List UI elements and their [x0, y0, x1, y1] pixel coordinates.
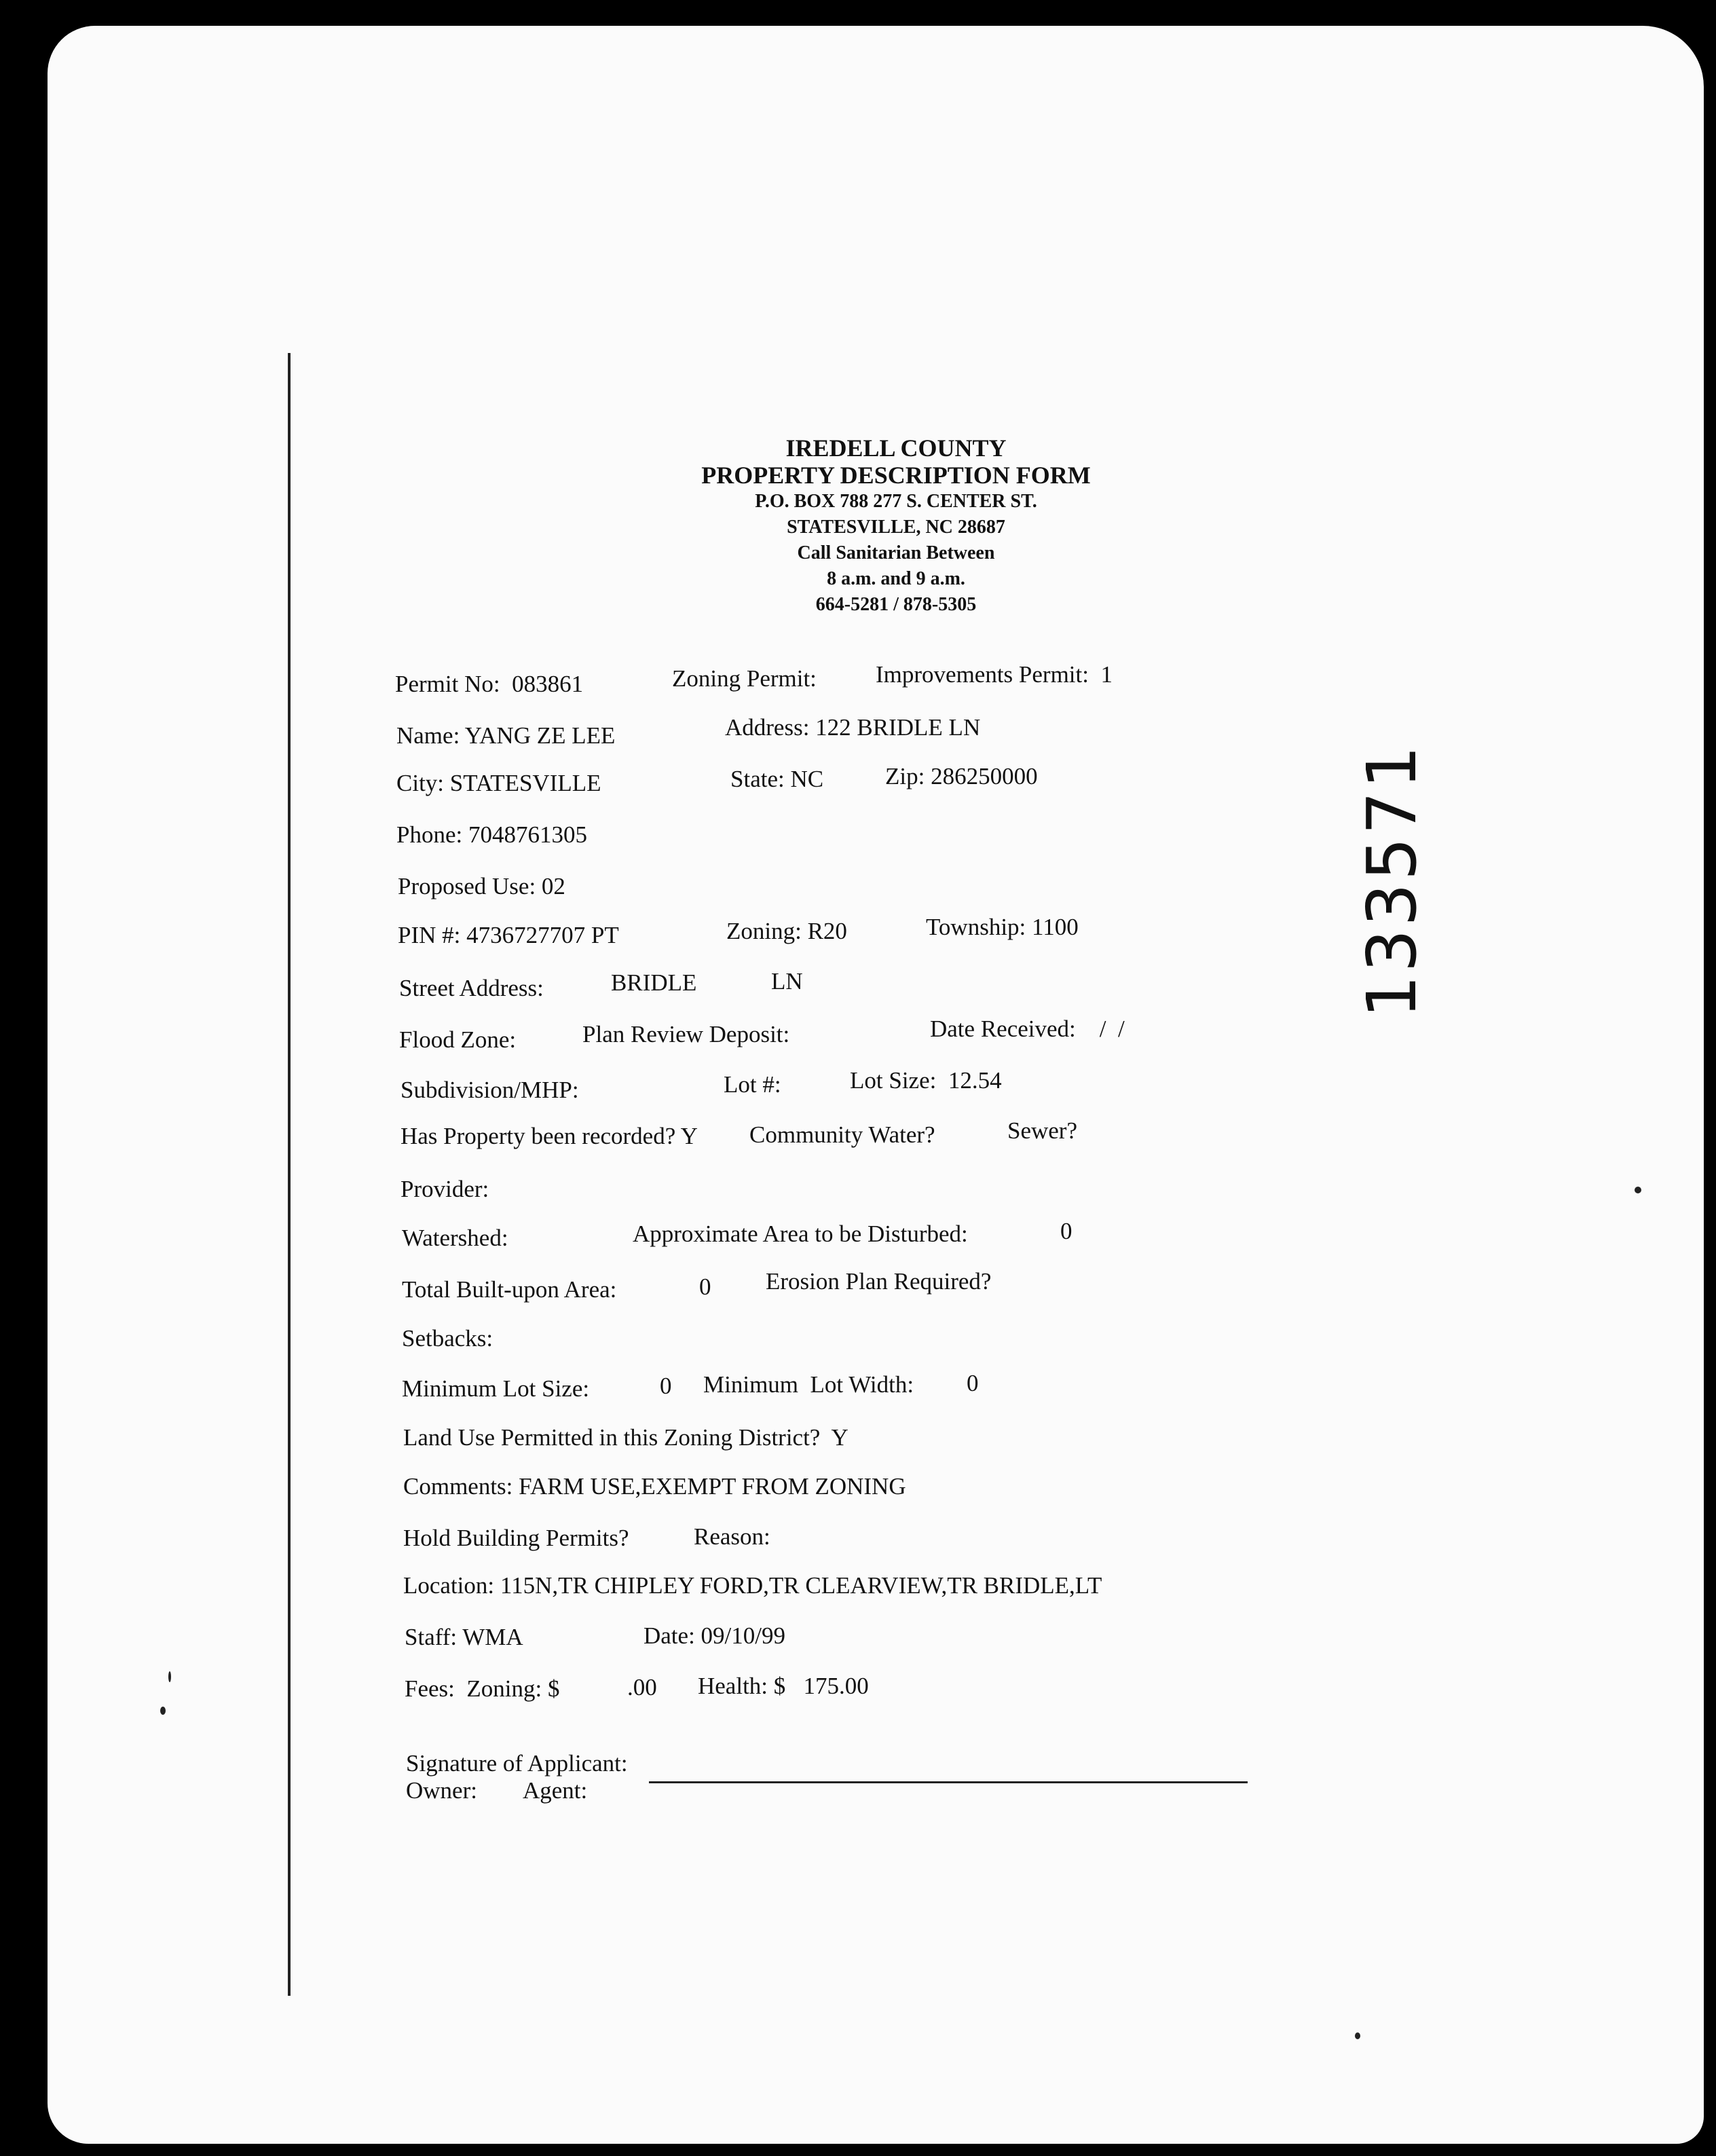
applicant-name: Name: YANG ZE LEE [396, 722, 616, 749]
flood-zone: Flood Zone: [399, 1026, 517, 1053]
property-recorded: Has Property been recorded? Y [400, 1123, 698, 1149]
comments: Comments: FARM USE,EXEMPT FROM ZONING [403, 1473, 906, 1500]
sewer: Sewer? [1007, 1117, 1078, 1144]
subdivision-mhp: Subdivision/MHP: [400, 1077, 579, 1103]
date-received: Date Received: / / [930, 1016, 1125, 1042]
reason: Reason: [694, 1523, 770, 1550]
binding-line [288, 353, 291, 1996]
signature-of-applicant: Signature of Applicant: [406, 1750, 628, 1777]
date: Date: 09/10/99 [644, 1622, 785, 1649]
header-call-note: Call Sanitarian Between [797, 542, 995, 563]
built-upon-area-value: 0 [699, 1274, 711, 1300]
street-type: LN [771, 968, 803, 995]
minimum-lot-size-label: Minimum Lot Size: [402, 1375, 590, 1402]
header-city: STATESVILLE, NC 28687 [787, 517, 1005, 538]
agent: Agent: [523, 1777, 588, 1804]
minimum-lot-width-value: 0 [967, 1370, 979, 1396]
fees-zoning-label: Fees: Zoning: $ [405, 1675, 560, 1702]
area-disturbed-value: 0 [1060, 1218, 1072, 1244]
fees-zoning-value: .00 [627, 1674, 657, 1700]
owner: Owner: [406, 1777, 477, 1804]
header-phone: 664-5281 / 878-5305 [815, 594, 977, 615]
minimum-lot-size-value: 0 [660, 1373, 672, 1399]
improvements-permit: Improvements Permit: 1 [876, 661, 1113, 688]
speck [168, 1671, 171, 1682]
community-water: Community Water? [749, 1121, 935, 1148]
plan-review-deposit: Plan Review Deposit: [582, 1021, 790, 1047]
land-use-permitted: Land Use Permitted in this Zoning District? Y [403, 1424, 848, 1451]
township: Township: 1100 [926, 914, 1079, 940]
state: State: NC [730, 766, 824, 792]
speck [160, 1707, 166, 1715]
applicant-address: Address: 122 BRIDLE LN [725, 714, 981, 741]
signature-line [649, 1781, 1248, 1783]
staff: Staff: WMA [405, 1624, 523, 1650]
speck [1635, 1187, 1641, 1193]
handwritten-number: 133571 [1352, 743, 1432, 1018]
header-county: IREDELL COUNTY [785, 434, 1007, 462]
zoning: Zoning: R20 [726, 918, 847, 944]
permit-no: Permit No: 083861 [395, 671, 584, 697]
pin-number: PIN #: 4736727707 PT [398, 922, 619, 948]
minimum-lot-width-label: Minimum Lot Width: [703, 1371, 914, 1398]
city: City: STATESVILLE [396, 770, 601, 796]
area-disturbed-label: Approximate Area to be Disturbed: [633, 1221, 968, 1247]
hold-building-permits: Hold Building Permits? [403, 1525, 629, 1551]
lot-size: Lot Size: 12.54 [850, 1067, 1002, 1094]
header-form-title: PROPERTY DESCRIPTION FORM [701, 462, 1091, 489]
lot-number: Lot #: [724, 1071, 781, 1098]
zoning-permit: Zoning Permit: [672, 665, 817, 692]
provider: Provider: [400, 1176, 489, 1202]
header-hours: 8 a.m. and 9 a.m. [827, 568, 965, 589]
street-name: BRIDLE [611, 969, 697, 996]
street-address-label: Street Address: [399, 975, 544, 1001]
location: Location: 115N,TR CHIPLEY FORD,TR CLEARVIEW,TR BRIDLE,LT [403, 1572, 1102, 1599]
proposed-use: Proposed Use: 02 [398, 873, 565, 899]
fees-health: Health: $ 175.00 [698, 1673, 869, 1699]
zip: Zip: 286250000 [885, 763, 1038, 789]
speck [1355, 2032, 1360, 2039]
erosion-plan-required: Erosion Plan Required? [766, 1268, 992, 1295]
built-upon-area-label: Total Built-upon Area: [402, 1276, 617, 1303]
setbacks: Setbacks: [402, 1325, 493, 1352]
watershed: Watershed: [402, 1225, 508, 1251]
phone: Phone: 7048761305 [396, 821, 587, 848]
form-header [611, 434, 1181, 618]
header-po-box: P.O. BOX 788 277 S. CENTER ST. [755, 491, 1037, 512]
